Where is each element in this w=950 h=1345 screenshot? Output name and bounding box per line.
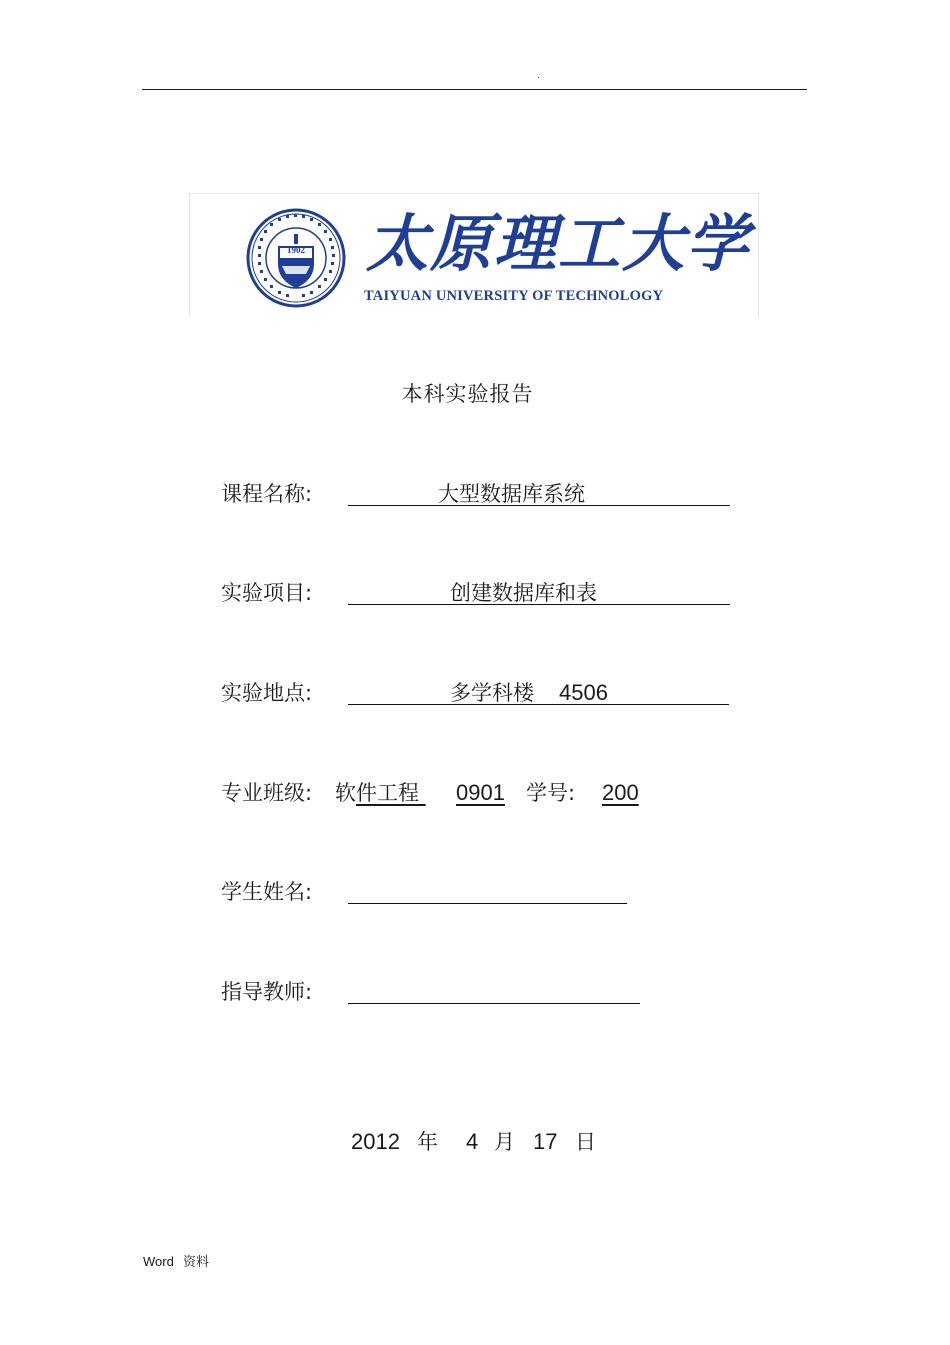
footer-word: Word <box>143 1254 174 1269</box>
report-title: 本科实验报告 <box>401 382 534 406</box>
teacher-label: 指导教师: <box>221 980 313 1004</box>
date-year: 2012 <box>351 1129 400 1154</box>
student-name-field[interactable] <box>348 876 627 904</box>
location-value-number: 4506 <box>559 680 608 705</box>
teacher-name-field[interactable] <box>348 976 640 1004</box>
university-name-cn: 太原理工大学 <box>366 207 751 280</box>
date-day: 17 <box>533 1129 558 1154</box>
student-id-value[interactable]: 200 <box>602 780 639 805</box>
date-month: 4 <box>466 1129 479 1154</box>
seal-year: 1902 <box>287 245 305 255</box>
course-label: 课程名称: <box>221 482 313 506</box>
student-label: 学生姓名: <box>221 880 313 904</box>
major-value: 件工程 <box>356 781 419 805</box>
major-first-char: 软 <box>335 781 356 805</box>
course-field[interactable] <box>348 478 730 506</box>
date-month-unit: 月 <box>494 1130 515 1154</box>
date-day-unit: 日 <box>575 1130 596 1154</box>
course-value: 大型数据库系统 <box>438 482 585 506</box>
location-value-text: 多学科楼 <box>450 681 534 705</box>
university-logo <box>189 193 759 316</box>
class-row <box>221 777 681 809</box>
class-number: 0901 <box>456 780 505 805</box>
project-label: 实验项目: <box>221 581 313 605</box>
date-year-unit: 年 <box>417 1130 438 1154</box>
student-id-label: 学号: <box>526 781 576 805</box>
university-seal-icon <box>246 208 346 308</box>
header-dot: . <box>537 70 540 81</box>
location-label: 实验地点: <box>221 681 313 705</box>
location-field[interactable] <box>348 677 729 705</box>
footer-label: 资料 <box>182 1255 209 1270</box>
footer <box>143 1251 209 1270</box>
class-label: 专业班级: <box>221 781 313 805</box>
university-name-en: TAIYUAN UNIVERSITY OF TECHNOLOGY <box>364 288 664 304</box>
project-value: 创建数据库和表 <box>450 581 597 605</box>
header-rule <box>142 89 807 90</box>
project-field[interactable] <box>348 577 730 605</box>
